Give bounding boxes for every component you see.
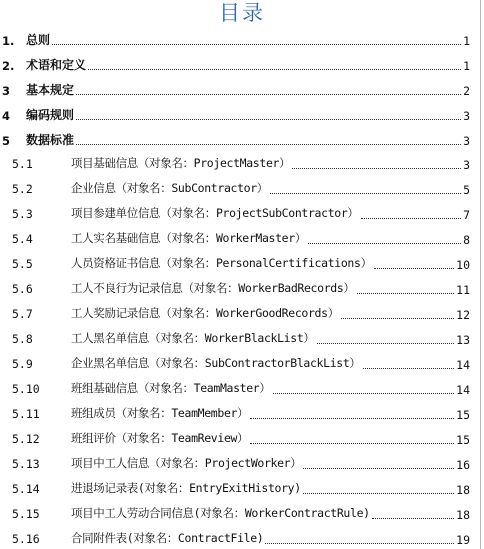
- toc-entry[interactable]: [0, 254, 476, 274]
- toc-entry-title[interactable]: 班组基础信息（对象名：TeamMaster）: [71, 381, 271, 395]
- toc-entry-title[interactable]: 工人黑名单信息（对象名：WorkerBlackList）: [71, 331, 315, 345]
- toc-entry[interactable]: [0, 105, 476, 125]
- toc-entry-page: 1: [463, 34, 470, 48]
- toc-entry-page: 15: [456, 408, 470, 422]
- toc-entry-number: 5.10: [12, 382, 40, 396]
- toc-entry-page: 10: [456, 258, 470, 272]
- toc-entry-title[interactable]: 工人实名基础信息（对象名：WorkerMaster）: [71, 231, 306, 245]
- toc-entry[interactable]: [0, 429, 476, 449]
- toc-entry-title[interactable]: 编码规则: [26, 108, 75, 122]
- toc-entry-page: 19: [456, 533, 470, 547]
- toc-entry[interactable]: [0, 329, 476, 349]
- toc-dot-leader: [317, 342, 454, 344]
- toc-entry-number: 5.13: [12, 457, 40, 471]
- toc-entry-page: 3: [463, 158, 470, 172]
- toc-entry-number: 3: [2, 84, 11, 98]
- toc-entry[interactable]: [0, 204, 476, 224]
- toc-entry[interactable]: [0, 229, 476, 249]
- toc-entry-page: 3: [463, 109, 470, 123]
- toc-entry-title[interactable]: 数据标准: [26, 133, 75, 147]
- toc-entry-title[interactable]: 工人奖励记录信息（对象名：WorkerGoodRecords）: [71, 306, 339, 320]
- toc-entry-page: 15: [456, 433, 470, 447]
- toc-entry[interactable]: [0, 179, 476, 199]
- toc-entry-title[interactable]: 术语和定义: [26, 58, 87, 72]
- toc-entry-title[interactable]: 企业黑名单信息（对象名：SubContractorBlackList）: [71, 356, 361, 370]
- toc-entry-page: 8: [463, 233, 470, 247]
- toc-entry[interactable]: [0, 379, 476, 399]
- toc-dot-leader: [270, 192, 461, 194]
- toc-entry-title[interactable]: 总则: [26, 33, 51, 47]
- toc-entry-title[interactable]: 项目中工人信息（对象名：ProjectWorker）: [71, 456, 302, 470]
- toc-entry[interactable]: [0, 130, 476, 150]
- toc-entry-page: 18: [456, 508, 470, 522]
- toc-dot-leader: [88, 68, 461, 70]
- toc-dot-leader: [76, 118, 461, 120]
- toc-entry-title[interactable]: 人员资格证书信息（对象名：PersonalCertifications）: [71, 256, 372, 270]
- toc-entry[interactable]: [0, 479, 476, 499]
- toc-entry-number: 5.4: [12, 232, 33, 246]
- toc-entry-number: 5.14: [12, 482, 40, 496]
- toc-entry-page: 7: [463, 208, 470, 222]
- toc-entry-page: 1: [463, 59, 470, 73]
- toc-entry[interactable]: [0, 30, 476, 50]
- toc-entry-title[interactable]: 班组成员（对象名：TeamMember）: [71, 406, 249, 420]
- toc-entry-page: 14: [456, 358, 470, 372]
- toc-entry-number: 5: [2, 134, 11, 148]
- toc-entry-page: 16: [456, 458, 470, 472]
- toc-entry-page: 12: [456, 308, 470, 322]
- toc-entry-number: 2.: [2, 59, 15, 73]
- toc-dot-leader: [372, 517, 454, 519]
- toc-entry-number: 1.: [2, 34, 15, 48]
- toc-entry-number: 5.1: [12, 157, 33, 171]
- toc-dot-leader: [303, 492, 454, 494]
- toc-entry-number: 5.7: [12, 307, 33, 321]
- toc-entry-title[interactable]: 项目基础信息（对象名：ProjectMaster）: [71, 156, 291, 170]
- toc-entry[interactable]: [0, 154, 476, 174]
- toc-entry[interactable]: [0, 279, 476, 299]
- toc-entry-page: 5: [463, 183, 470, 197]
- toc-entry-number: 5.2: [12, 182, 33, 196]
- toc-entry-page: 2: [463, 84, 470, 98]
- toc-entry-number: 5.9: [12, 357, 33, 371]
- toc-entry-page: 11: [456, 283, 470, 297]
- toc-entry[interactable]: [0, 304, 476, 324]
- page-title: 目录: [219, 1, 265, 25]
- toc-dot-leader: [357, 292, 454, 294]
- toc-dot-leader: [308, 242, 461, 244]
- toc-dot-leader: [292, 167, 461, 169]
- toc-entry-title[interactable]: 项目中工人劳动合同信息(对象名：WorkerContractRule): [71, 506, 370, 520]
- toc-entry-number: 5.16: [12, 532, 40, 546]
- toc-entry-number: 5.12: [12, 432, 40, 446]
- toc-entry[interactable]: [0, 454, 476, 474]
- toc-entry-title[interactable]: 进退场记录表(对象名：EntryExitHistory): [71, 481, 301, 495]
- toc-entry[interactable]: [0, 404, 476, 424]
- toc-entry-page: 3: [463, 134, 470, 148]
- toc-entry[interactable]: [0, 504, 476, 524]
- toc-entry[interactable]: [0, 55, 476, 75]
- toc-entry-number: 4: [2, 109, 11, 123]
- toc-entry[interactable]: [0, 354, 476, 374]
- toc-entry[interactable]: [0, 80, 476, 100]
- toc-entry-title[interactable]: 工人不良行为记录信息（对象名：WorkerBadRecords）: [71, 281, 355, 295]
- toc-entry-number: 5.15: [12, 507, 40, 521]
- toc-entry-number: 5.5: [12, 257, 33, 271]
- toc-dot-leader: [76, 143, 461, 145]
- toc-entry-title[interactable]: 班组评价（对象名：TeamReview）: [71, 431, 249, 445]
- toc-entry-title[interactable]: 项目参建单位信息（对象名：ProjectSubContractor）: [71, 206, 359, 220]
- toc-dot-leader: [303, 467, 454, 469]
- toc-entry-page: 18: [456, 483, 470, 497]
- toc-dot-leader: [341, 317, 454, 319]
- toc-dot-leader: [361, 217, 461, 219]
- toc-entry-number: 5.11: [12, 407, 40, 421]
- toc-dot-leader: [250, 442, 454, 444]
- toc-dot-leader: [273, 392, 454, 394]
- toc-dot-leader: [52, 43, 461, 45]
- toc-dot-leader: [265, 542, 454, 544]
- toc-entry-title[interactable]: 合同附件表(对象名：ContractFile): [71, 531, 264, 545]
- toc-dot-leader: [374, 267, 454, 269]
- toc-dot-leader: [250, 417, 454, 419]
- toc-dot-leader: [363, 367, 454, 369]
- toc-entry-page: 13: [456, 333, 470, 347]
- toc-entry-title[interactable]: 企业信息（对象名：SubContractor）: [71, 181, 268, 195]
- toc-entry-number: 5.8: [12, 332, 33, 346]
- toc-entry-number: 5.6: [12, 282, 33, 296]
- toc-entry[interactable]: [0, 529, 476, 549]
- toc-entry-title[interactable]: 基本规定: [26, 83, 75, 97]
- toc-dot-leader: [76, 93, 461, 95]
- toc-entry-number: 5.3: [12, 207, 33, 221]
- toc-entry-page: 14: [456, 383, 470, 397]
